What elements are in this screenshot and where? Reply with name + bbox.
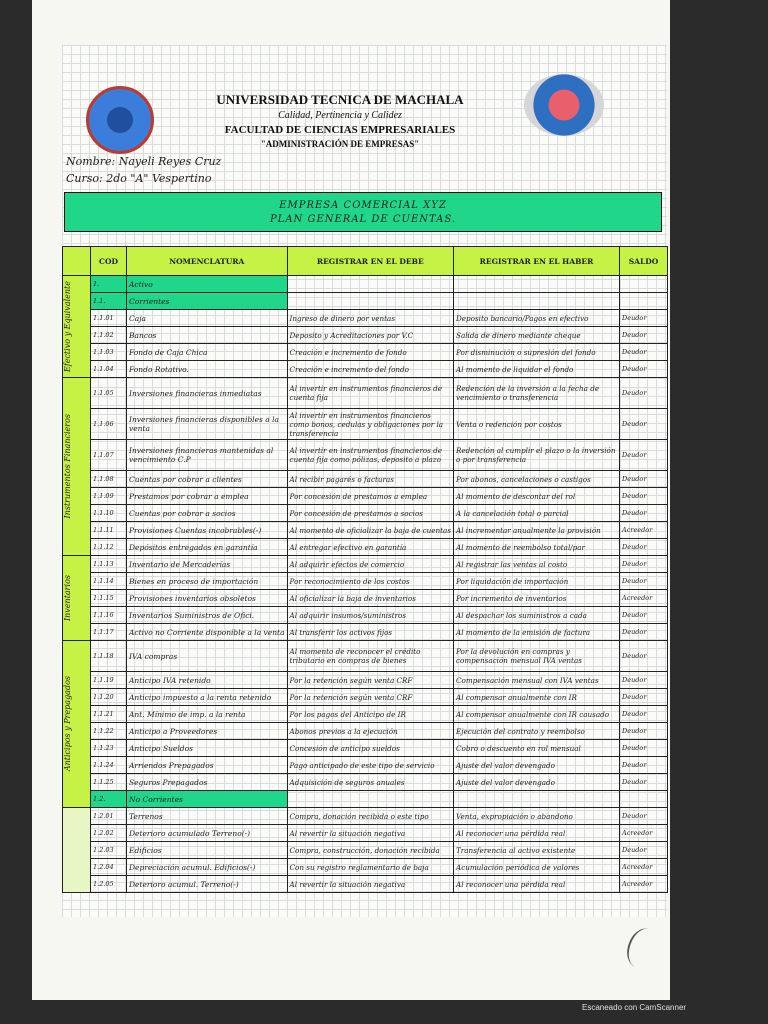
- balance-type: Deudor: [620, 774, 668, 791]
- group-label-text: Instrumentos Financieros: [63, 414, 72, 519]
- account-name: Fondo de Caja Chica: [127, 344, 288, 361]
- balance-type: Deudor: [620, 327, 668, 344]
- group-label: [63, 808, 91, 893]
- balance-type: Deudor: [620, 310, 668, 327]
- account-code: 1.2.04: [91, 859, 127, 876]
- account-code: 1.1.02: [91, 327, 127, 344]
- credit-rule: Venta, expropiación o abandono: [454, 808, 620, 825]
- account-code: 1.1.19: [91, 672, 127, 689]
- table-row: [63, 276, 668, 293]
- account-code: 1.: [91, 276, 127, 293]
- account-code: 1.2.03: [91, 842, 127, 859]
- balance-type: [620, 276, 668, 293]
- account-code: 1.1.10: [91, 505, 127, 522]
- account-code: 1.2.: [91, 791, 127, 808]
- account-name: Fondo Rotativo.: [127, 361, 288, 378]
- balance-type: Deudor: [620, 706, 668, 723]
- credit-rule: Cobro o descuento en rol mensual: [454, 740, 620, 757]
- table-row: [63, 539, 668, 556]
- credit-rule: Venta o redención por costos: [454, 409, 620, 440]
- scanner-footer: Escaneado con CamScanner: [582, 1003, 687, 1012]
- account-name: Inventario de Mercaderías: [127, 556, 288, 573]
- table-row: [63, 808, 668, 825]
- balance-type: Deudor: [620, 471, 668, 488]
- table-row: [63, 440, 668, 471]
- account-name: Deterioro acumul. Terreno(-): [127, 876, 288, 893]
- account-code: 1.1.01: [91, 310, 127, 327]
- debit-rule: Adquisición de seguros anuales: [287, 774, 453, 791]
- header-credit: REGISTRAR EN EL HABER: [454, 247, 620, 276]
- debit-rule: Al revertir la situación negativa: [287, 876, 453, 893]
- balance-type: Acreedor: [620, 859, 668, 876]
- debit-rule: Al invertir en instrumentos financieros de cuenta fija: [287, 378, 453, 409]
- balance-type: Deudor: [620, 689, 668, 706]
- credit-rule: Al compensar anualmente con IR causado: [454, 706, 620, 723]
- balance-type: Deudor: [620, 672, 668, 689]
- faculty-name: FACULTAD DE CIENCIAS EMPRESARIALES: [224, 124, 456, 136]
- balance-type: Deudor: [620, 556, 668, 573]
- balance-type: Deudor: [620, 344, 668, 361]
- debit-rule: Creación e incremento de fondo: [287, 344, 453, 361]
- debit-rule: Compra, construcción, donación recibida: [287, 842, 453, 859]
- balance-type: Deudor: [620, 539, 668, 556]
- balance-type: Deudor: [620, 440, 668, 471]
- utmach-logo: [86, 86, 154, 154]
- account-name: Anticipo Sueldos: [127, 740, 288, 757]
- account-code: 1.1.08: [91, 471, 127, 488]
- balance-type: Deudor: [620, 641, 668, 672]
- credit-rule: [454, 791, 620, 808]
- account-code: 1.1.21: [91, 706, 127, 723]
- account-name: Terrenos: [127, 808, 288, 825]
- table-row: [63, 672, 668, 689]
- group-label: [63, 378, 91, 556]
- table-row: [63, 689, 668, 706]
- credit-rule: Compensación mensual con IVA ventas: [454, 672, 620, 689]
- fce-logo: [524, 74, 604, 136]
- debit-rule: Por concesión de prestamos a socios: [287, 505, 453, 522]
- title-band: [64, 192, 662, 232]
- plan-title: PLAN GENERAL DE CUENTAS.: [269, 214, 457, 225]
- account-name: Edificios: [127, 842, 288, 859]
- account-code: 1.2.02: [91, 825, 127, 842]
- credit-rule: Redención al cumplir el plazo o la inversión o por transferencia: [454, 440, 620, 471]
- account-code: 1.1.16: [91, 607, 127, 624]
- group-label-text: Efectivo y Equivalente: [63, 280, 72, 373]
- credit-rule: Al incrementar anualmente la provisión: [454, 522, 620, 539]
- course-line: Curso: 2do "A" Vespertino: [66, 172, 212, 185]
- account-code: 1.1.23: [91, 740, 127, 757]
- account-name: Inversiones financieras mantenidas al vencimiento C.P: [127, 440, 288, 471]
- debit-rule: Deposito y Acreditaciones por V.C: [287, 327, 453, 344]
- table-row: [63, 310, 668, 327]
- credit-rule: Al despachar los suministros a cada: [454, 607, 620, 624]
- header-code: COD: [91, 247, 127, 276]
- table-row: [63, 876, 668, 893]
- account-code: 1.1.: [91, 293, 127, 310]
- student-name: Nombre: Nayeli Reyes Cruz: [66, 155, 222, 168]
- account-code: 1.1.24: [91, 757, 127, 774]
- account-code: 1.1.06: [91, 409, 127, 440]
- debit-rule: Al recibir pagarés o facturas: [287, 471, 453, 488]
- table-row: [63, 774, 668, 791]
- account-name: Corrientes: [127, 293, 288, 310]
- account-name: IVA compras: [127, 641, 288, 672]
- table-row: [63, 757, 668, 774]
- credit-rule: Al reconocer una pérdida real: [454, 876, 620, 893]
- balance-type: Deudor: [620, 723, 668, 740]
- table-row: [63, 327, 668, 344]
- account-code: 1.1.22: [91, 723, 127, 740]
- account-name: Arriendos Prepagados: [127, 757, 288, 774]
- account-name: Activo no Corriente disponible a la venta: [127, 624, 288, 641]
- credit-rule: Al compensar anualmente con IR: [454, 689, 620, 706]
- balance-type: Deudor: [620, 808, 668, 825]
- account-name: Anticipo IVA retenido: [127, 672, 288, 689]
- table-row: [63, 590, 668, 607]
- credit-rule: Al momento de reembolso total/par: [454, 539, 620, 556]
- table-header-row: [63, 247, 668, 276]
- table-row: [63, 505, 668, 522]
- debit-rule: Ingreso de dinero por ventas: [287, 310, 453, 327]
- group-label: [63, 641, 91, 808]
- account-name: Inversiones financieras inmediatas: [127, 378, 288, 409]
- balance-type: Deudor: [620, 488, 668, 505]
- program-name: "ADMINISTRACIÓN DE EMPRESAS": [260, 139, 420, 149]
- balance-type: Acreedor: [620, 522, 668, 539]
- account-code: 1.1.04: [91, 361, 127, 378]
- table-row: [63, 522, 668, 539]
- credit-rule: Ejecución del contrato y reembolso: [454, 723, 620, 740]
- debit-rule: [287, 276, 453, 293]
- balance-type: Acreedor: [620, 876, 668, 893]
- account-name: Ant. Mínimo de imp. a la renta: [127, 706, 288, 723]
- credit-rule: Ajuste del valor devengado: [454, 774, 620, 791]
- table-row: [63, 825, 668, 842]
- account-name: Depreciación acumul. Edificios(-): [127, 859, 288, 876]
- account-name: Bancos: [127, 327, 288, 344]
- credit-rule: Al reconocer una pérdida real: [454, 825, 620, 842]
- account-name: Bienes en proceso de importación: [127, 573, 288, 590]
- account-name: Caja: [127, 310, 288, 327]
- debit-rule: [287, 791, 453, 808]
- credit-rule: Salida de dinero mediante cheque: [454, 327, 620, 344]
- account-code: 1.1.09: [91, 488, 127, 505]
- debit-rule: Al transferir los activos fijos: [287, 624, 453, 641]
- account-name: Prestamos por cobrar a emplea: [127, 488, 288, 505]
- debit-rule: Concesión de anticipo sueldos: [287, 740, 453, 757]
- credit-rule: Al momento de descontar del rol: [454, 488, 620, 505]
- table-row: [63, 706, 668, 723]
- credit-rule: Por liquidación de importación: [454, 573, 620, 590]
- group-label-text: Anticipos y Prepagados: [63, 676, 72, 772]
- header-balance: SALDO: [620, 247, 668, 276]
- account-code: 1.1.15: [91, 590, 127, 607]
- table-row: [63, 624, 668, 641]
- credit-rule: Al momento de la emisión de factura: [454, 624, 620, 641]
- table-row: [63, 607, 668, 624]
- table-row: [63, 293, 668, 310]
- account-code: 1.1.11: [91, 522, 127, 539]
- account-name: Inversiones financieras disponibles a la venta: [127, 409, 288, 440]
- account-code: 1.1.14: [91, 573, 127, 590]
- table-row: [63, 488, 668, 505]
- table-row: [63, 740, 668, 757]
- account-name: No Corrientes: [127, 791, 288, 808]
- group-label-text: Inventarios: [63, 574, 72, 621]
- credit-rule: Por la devolución en compras y compensación mensual IVA ventas: [454, 641, 620, 672]
- debit-rule: Al revertir la situación negativa: [287, 825, 453, 842]
- balance-type: Deudor: [620, 842, 668, 859]
- credit-rule: Por incremento de inventarios: [454, 590, 620, 607]
- debit-rule: [287, 293, 453, 310]
- account-code: 1.1.07: [91, 440, 127, 471]
- accounts-table: [62, 246, 668, 893]
- account-name: Anticipo a Proveedores: [127, 723, 288, 740]
- debit-rule: Pago anticipado de este tipo de servicio: [287, 757, 453, 774]
- table-row: [63, 471, 668, 488]
- balance-type: Acreedor: [620, 590, 668, 607]
- balance-type: Deudor: [620, 573, 668, 590]
- account-code: 1.1.13: [91, 556, 127, 573]
- account-code: 1.1.18: [91, 641, 127, 672]
- table-row: [63, 361, 668, 378]
- debit-rule: Por reconocimiento de los costos: [287, 573, 453, 590]
- balance-type: [620, 293, 668, 310]
- credit-rule: [454, 276, 620, 293]
- debit-rule: Con su registro reglamentario de baja: [287, 859, 453, 876]
- debit-rule: Compra, donación recibida o este tipo: [287, 808, 453, 825]
- table-row: [63, 556, 668, 573]
- university-motto: Calidad, Pertinencia y Calidez: [278, 110, 402, 121]
- debit-rule: Al adquirir efectos de comercio: [287, 556, 453, 573]
- company-title: EMPRESA COMERCIAL XYZ: [279, 200, 447, 211]
- account-name: Inventarios Suministros de Ofici.: [127, 607, 288, 624]
- balance-type: Deudor: [620, 740, 668, 757]
- account-name: Cuentas por cobrar a socios: [127, 505, 288, 522]
- table-row: [63, 378, 668, 409]
- account-code: 1.1.17: [91, 624, 127, 641]
- balance-type: Deudor: [620, 378, 668, 409]
- header-debit: REGISTRAR EN EL DEBE: [287, 247, 453, 276]
- debit-rule: Al oficializar la baja de inventarios: [287, 590, 453, 607]
- debit-rule: Por los pagos del Anticipo de IR: [287, 706, 453, 723]
- header-group: [63, 247, 91, 276]
- table-row: [63, 791, 668, 808]
- account-name: Deterioro acumulado Terreno(-): [127, 825, 288, 842]
- credit-rule: Ajuste del valor devengado: [454, 757, 620, 774]
- credit-rule: Al registrar las ventas al costo: [454, 556, 620, 573]
- table-row: [63, 641, 668, 672]
- credit-rule: A la cancelación total o parcial: [454, 505, 620, 522]
- credit-rule: Al momento de liquidar el fondo: [454, 361, 620, 378]
- credit-rule: [454, 293, 620, 310]
- table-row: [63, 409, 668, 440]
- table-row: [63, 842, 668, 859]
- debit-rule: Al momento de reconocer el crédito tributario en compras de bienes: [287, 641, 453, 672]
- university-name: UNIVERSIDAD TECNICA DE MACHALA: [216, 92, 464, 107]
- account-code: 1.1.12: [91, 539, 127, 556]
- account-name: Seguros Prepagados: [127, 774, 288, 791]
- credit-rule: Por disminución o supresión del fondo: [454, 344, 620, 361]
- account-code: 1.1.03: [91, 344, 127, 361]
- credit-rule: Por abonos, cancelaciones o castigos: [454, 471, 620, 488]
- header-name: NOMENCLATURA: [127, 247, 288, 276]
- credit-rule: Deposito bancario/Pagos en efectivo: [454, 310, 620, 327]
- balance-type: Deudor: [620, 607, 668, 624]
- account-code: 1.1.05: [91, 378, 127, 409]
- balance-type: Deudor: [620, 505, 668, 522]
- account-code: 1.2.01: [91, 808, 127, 825]
- debit-rule: Por concesión de prestamos a emplea: [287, 488, 453, 505]
- debit-rule: Abonos previos a la ejecución: [287, 723, 453, 740]
- account-name: Depósitos entregados en garantía: [127, 539, 288, 556]
- credit-rule: Acumulación periódica de valores: [454, 859, 620, 876]
- account-code: 1.2.05: [91, 876, 127, 893]
- table-row: [63, 859, 668, 876]
- balance-type: [620, 791, 668, 808]
- debit-rule: Por la retención según venta CRF: [287, 689, 453, 706]
- balance-type: Deudor: [620, 757, 668, 774]
- account-name: Cuentas por cobrar a clientes: [127, 471, 288, 488]
- account-name: Provisiones inventarios obsoletos: [127, 590, 288, 607]
- debit-rule: Al invertir en instrumentos financieros como bonos, cedulas y obligaciones por la transferencia: [287, 409, 453, 440]
- table-row: [63, 344, 668, 361]
- debit-rule: Al entregar efectivo en garantía: [287, 539, 453, 556]
- account-name: Activo: [127, 276, 288, 293]
- debit-rule: Por la retención según venta CRF: [287, 672, 453, 689]
- account-code: 1.1.25: [91, 774, 127, 791]
- table-body: [63, 276, 668, 893]
- balance-type: Acreedor: [620, 825, 668, 842]
- credit-rule: Transferencia al activo existente: [454, 842, 620, 859]
- balance-type: Deudor: [620, 361, 668, 378]
- table-row: [63, 573, 668, 590]
- debit-rule: Al adquirir insumos/suministros: [287, 607, 453, 624]
- credit-rule: Redención de la inversión a la fecha de vencimiento o transferencia: [454, 378, 620, 409]
- debit-rule: Al momento de oficializar la baja de cuentas: [287, 522, 453, 539]
- balance-type: Deudor: [620, 409, 668, 440]
- balance-type: Deudor: [620, 624, 668, 641]
- account-name: Provisiones Cuentas incobrables(-): [127, 522, 288, 539]
- debit-rule: Creación e incremento del fondo: [287, 361, 453, 378]
- account-code: 1.1.20: [91, 689, 127, 706]
- table-row: [63, 723, 668, 740]
- account-name: Anticipo impuesto a la renta retenido: [127, 689, 288, 706]
- group-label: [63, 556, 91, 641]
- debit-rule: Al invertir en instrumentos financieros de cuenta fija como pólizas, deposito a plazo: [287, 440, 453, 471]
- group-label: [63, 276, 91, 378]
